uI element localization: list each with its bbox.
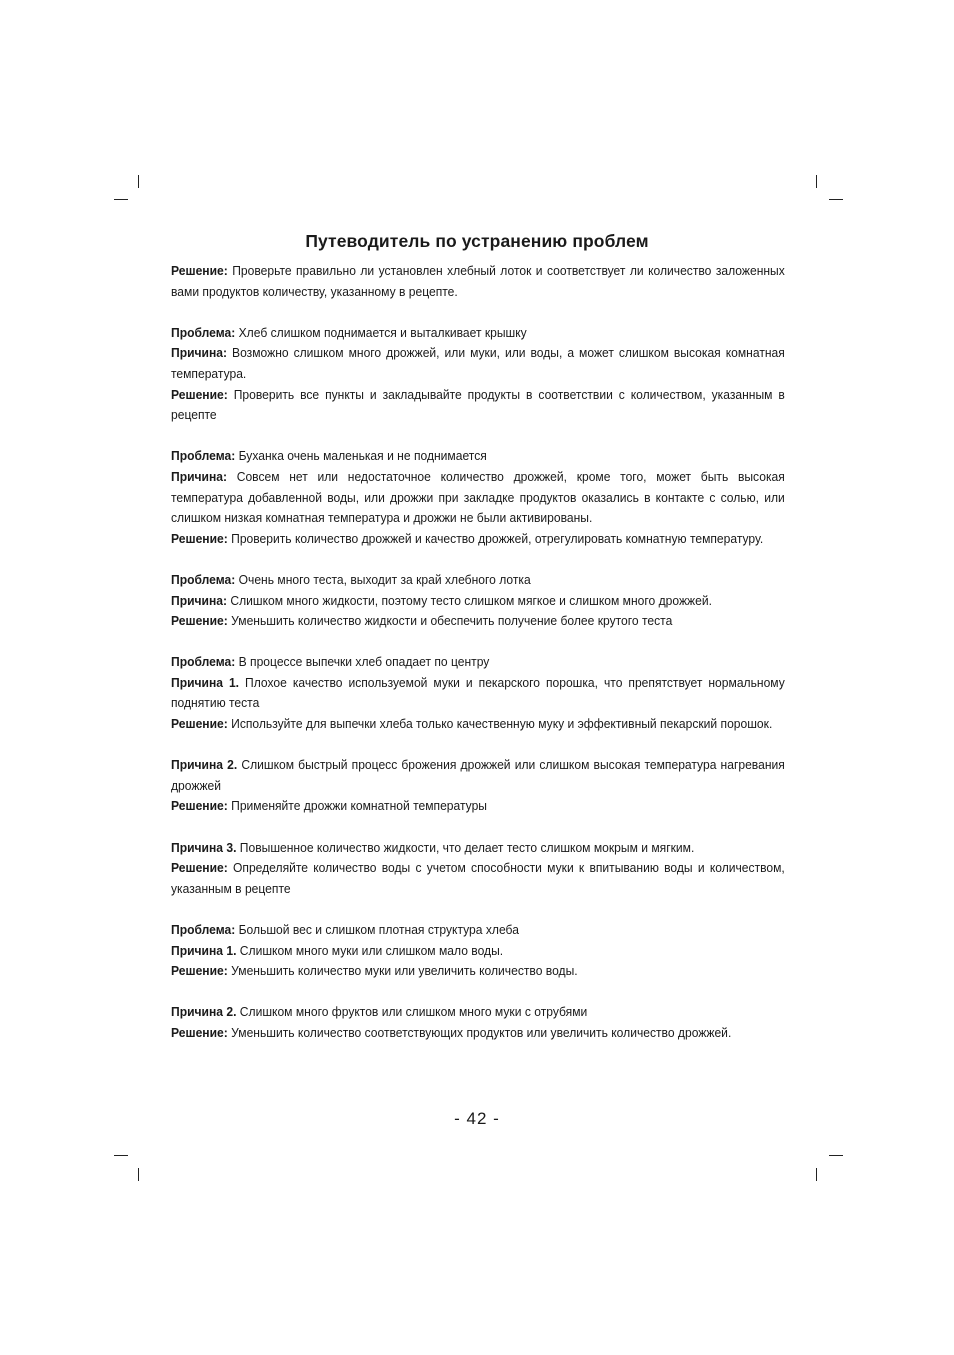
troubleshooting-entry bbox=[171, 652, 785, 673]
entry-label: Решение: bbox=[171, 1024, 228, 1040]
entry-label: Причина: bbox=[171, 345, 228, 361]
entry-text: Применяйте дрожжи комнатной температуры bbox=[227, 798, 487, 814]
troubleshooting-entry bbox=[171, 673, 785, 714]
entry-label: Проблема: bbox=[171, 324, 236, 340]
entry-text: Совсем нет или недостаточное количество дрожжей, кроме того, может быть высокая температура добавленной воды, или дрожжи при закладке продуктов оказались в контакте с солью, или слишком низкая комнатная температура и дрожжи не были активированы. bbox=[171, 468, 785, 526]
entry-text: Используйте для выпечки хлеба только качественную муку и эффективный пекарский порошок. bbox=[227, 716, 773, 732]
entry-label: Причина 2. bbox=[171, 1004, 237, 1020]
entry-text: Повышенное количество жидкости, что делает тесто слишком мокрым и мягким. bbox=[236, 839, 695, 855]
entry-label: Решение: bbox=[171, 613, 228, 629]
entry-label: Проблема: bbox=[171, 922, 236, 937]
crop-mark bbox=[829, 1155, 843, 1156]
troubleshooting-entry bbox=[171, 838, 785, 859]
entry-text: Уменьшить количество жидкости и обеспечить получение более крутого теста bbox=[227, 613, 673, 629]
entry-text: Уменьшить количество муки или увеличить количество воды. bbox=[227, 963, 578, 979]
entry-label: Проблема: bbox=[171, 654, 236, 670]
entry-label: Причина 2. bbox=[171, 757, 238, 773]
entry-text: Хлеб слишком поднимается и выталкивает крышку bbox=[235, 324, 527, 340]
entry-text: Слишком много жидкости, поэтому тесто слишком мягкое и слишком много дрожжей. bbox=[227, 592, 712, 608]
entry-label: Причина: bbox=[171, 468, 228, 484]
entry-text: Возможно слишком много дрожжей, или муки, или воды, а может слишком высокая комнатная температура. bbox=[171, 345, 785, 381]
entry-label: Причина 3. bbox=[171, 839, 237, 855]
entry-text: Проверьте правильно ли установлен хлебный лоток и соответствует ли количество заложенных вами продуктов количеству, указанному в рецепте. bbox=[171, 263, 785, 299]
troubleshooting-entry bbox=[171, 261, 785, 302]
entry-text: Очень много теста, выходит за край хлебного лотка bbox=[235, 571, 531, 587]
troubleshooting-entry bbox=[171, 467, 785, 529]
entry-label: Решение: bbox=[171, 798, 228, 814]
entry-text: Проверить количество дрожжей и качество дрожжей, отрегулировать комнатную температуру. bbox=[227, 530, 764, 546]
troubleshooting-entry bbox=[171, 570, 785, 591]
page-title: Путеводитель по устранению проблем bbox=[305, 231, 649, 251]
entry-text: Плохое качество используемой муки и пекарского порошка, что препятствует нормальному поднятию теста bbox=[171, 674, 785, 711]
block-gap bbox=[171, 632, 785, 653]
troubleshooting-entry bbox=[171, 961, 785, 982]
entry-text: Большой вес и слишком плотная структура хлеба bbox=[235, 922, 519, 937]
entry-label: Проблема: bbox=[171, 448, 236, 464]
entry-label: Проблема: bbox=[171, 571, 236, 587]
troubleshooting-entry bbox=[171, 1023, 785, 1044]
entry-label: Причина 1. bbox=[171, 942, 237, 958]
entry-label: Причина 1. bbox=[171, 674, 240, 690]
troubleshooting-entry bbox=[171, 755, 785, 796]
block-gap bbox=[171, 817, 785, 838]
block-gap bbox=[171, 302, 785, 323]
entry-text: Проверить все пункты и закладывайте продукты в соответствии с количеством, указанным в рецепте bbox=[171, 386, 785, 423]
block-gap bbox=[171, 426, 785, 447]
troubleshooting-entry bbox=[171, 591, 785, 612]
troubleshooting-entry bbox=[171, 343, 785, 384]
entry-label: Решение: bbox=[171, 530, 228, 546]
crop-mark bbox=[816, 175, 817, 188]
troubleshooting-entry bbox=[171, 714, 785, 735]
troubleshooting-entry bbox=[171, 941, 785, 962]
entry-text: В процессе выпечки хлеб опадает по центру bbox=[235, 654, 490, 670]
crop-mark bbox=[138, 1168, 139, 1181]
troubleshooting-entry bbox=[171, 920, 785, 941]
crop-mark bbox=[114, 199, 128, 200]
block-gap bbox=[171, 549, 785, 570]
entry-text: Определяйте количество воды с учетом способности муки к впитыванию воды и количеством, указанным в рецепте bbox=[171, 860, 785, 896]
crop-mark bbox=[114, 1155, 128, 1156]
entry-label: Решение: bbox=[171, 386, 228, 402]
crop-mark bbox=[816, 1168, 817, 1181]
page-number: - 42 - bbox=[454, 1109, 500, 1128]
entry-text: Буханка очень маленькая и не поднимается bbox=[235, 448, 487, 464]
block-gap bbox=[171, 735, 785, 756]
troubleshooting-entry bbox=[171, 323, 785, 344]
entry-text: Слишком быстрый процесс брожения дрожжей или слишком высокая температура нагревания дрожжей bbox=[171, 757, 785, 793]
troubleshooting-entry bbox=[171, 446, 785, 467]
troubleshooting-content bbox=[171, 261, 785, 1044]
entry-label: Решение: bbox=[171, 263, 228, 278]
troubleshooting-entry bbox=[171, 611, 785, 632]
entry-label: Решение: bbox=[171, 860, 228, 876]
troubleshooting-entry bbox=[171, 385, 785, 426]
entry-label: Решение: bbox=[171, 716, 228, 732]
entry-text: Слишком много муки или слишком мало воды. bbox=[236, 942, 504, 958]
troubleshooting-entry bbox=[171, 796, 785, 817]
block-gap bbox=[171, 899, 785, 920]
crop-mark bbox=[829, 199, 843, 200]
block-gap bbox=[171, 982, 785, 1003]
entry-label: Причина: bbox=[171, 592, 228, 608]
entry-label: Решение: bbox=[171, 963, 228, 979]
troubleshooting-entry bbox=[171, 858, 785, 899]
entry-text: Слишком много фруктов или слишком много муки с отрубями bbox=[236, 1004, 588, 1020]
troubleshooting-entry bbox=[171, 1002, 785, 1023]
crop-mark bbox=[138, 175, 139, 188]
entry-text: Уменьшить количество соответствующих продуктов или увеличить количество дрожжей. bbox=[227, 1024, 732, 1040]
troubleshooting-entry bbox=[171, 529, 785, 550]
